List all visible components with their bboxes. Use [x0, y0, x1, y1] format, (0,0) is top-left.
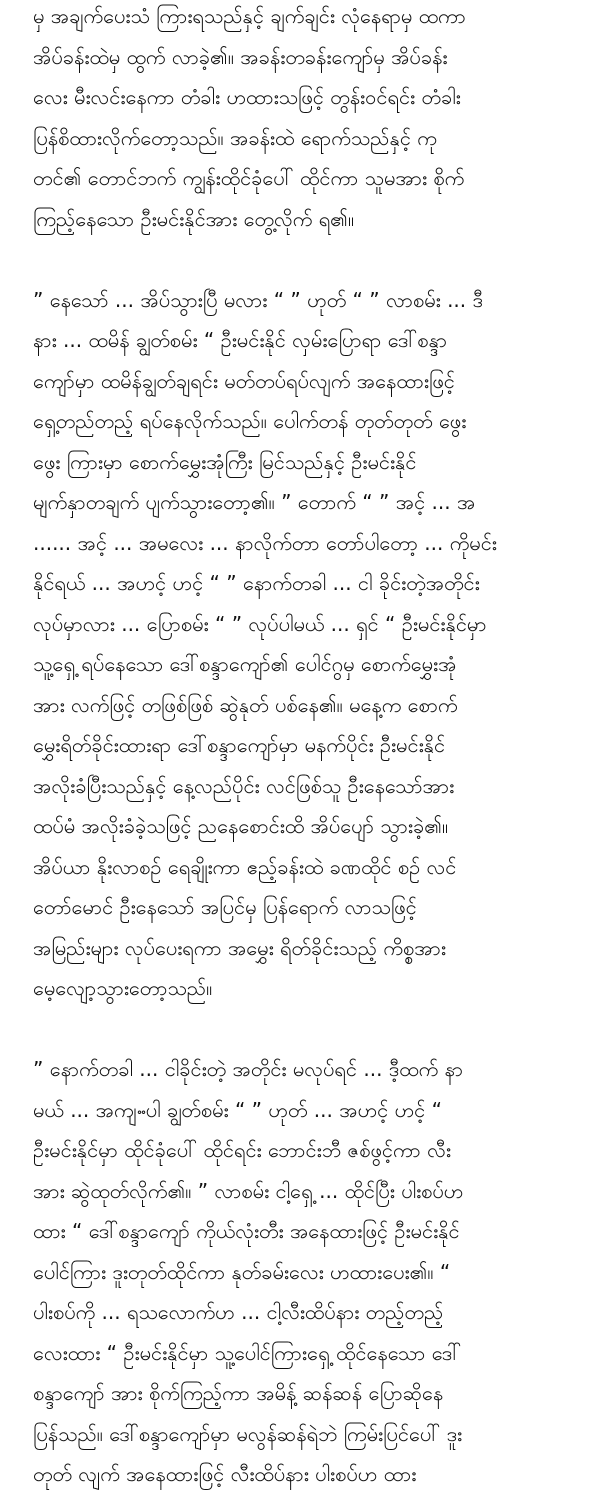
text-line: ကျော်မှာ ထမိန်ချွတ်ချရင်း မတ်တပ်ရပ်လျက် အနေထားဖြင့်	[33, 368, 455, 393]
text-line: ပါးစပ်ကို ... ရသလောက်ဟ ... ငါ့လီးထိပ်နား တည့်တည့်	[33, 1300, 444, 1324]
text-line: အား ဆွဲထုတ်လိုက်၏။ ” လာစမ်း ငါ့ရှေ့ ... ထိုင်ပြီး ပါးစပ်ဟ	[33, 1178, 464, 1203]
text-line: ” နေသော် ... အိပ်သွားပြီ မလား “ ” ဟုတ် “ ” လာစမ်း ... ဒီ	[33, 287, 483, 312]
text-line: အလိုးခံပြီးသည်နှင့် နေ့လည်ပိုင်း လင်ဖြစ်သူ ဦးနေသော်အား	[33, 773, 455, 798]
text-line: နိုင်ရယ် ... အဟင့် ဟင့် “ ” နောက်တခါ ... ငါ ခိုင်းတဲ့အတိုင်း	[33, 571, 480, 595]
text-line: ” နောက်တခါ ... ငါခိုင်းတဲ့ အတိုင်း မလုပ်ရင် ... ဒီ့ထက် နာ	[33, 1057, 464, 1081]
text-line: အမြည်းများ လုပ်ပေးရကာ အမွှေး ရိတ်ခိုင်းသည့် ကိစ္စအား	[33, 935, 446, 960]
text-line: ပေါင်ကြား ဒူးတုတ်ထိုင်ကာ နုတ်ခမ်းလေး ဟထားပေး၏။ “	[33, 1259, 451, 1284]
text-line: ရှေ့တည်တည့် ရပ်နေလိုက်သည်။ ပေါက်တန် တုတ်တုတ် ဖွေး	[33, 409, 467, 433]
text-line: ...... အင့် ... အမလေး ... နာလိုက်တာ တော်ပါတော့ ... ကိုမင်း	[33, 530, 497, 555]
text-line: ပြန်စိထားလိုက်တော့သည်။ အခန်းထဲ ရောက်သည်နှင့် ကု	[33, 125, 437, 150]
text-line: စန္ဒာကျော် အား စိုက်ကြည့်ကာ အမိန့် ဆန်ဆန် ပြောဆိုနေ	[33, 1381, 444, 1405]
text-line: လေး မီးလင်းနေကာ တံခါး ဟထားသဖြင့် တွန်းဝင်ရင်း တံခါး	[33, 85, 461, 109]
text-line: ဖွေး ကြားမှာ စောက်မွှေးအုံကြီး မြင်သည်နှင့် ဦးမင်းနိုင်	[33, 449, 417, 474]
text-line: အား လက်ဖြင့် တဖြစ်ဖြစ် ဆွဲနုတ် ပစ်နေ၏။ မနေ့က စောက်	[33, 692, 458, 717]
text-line: ထား “ ဒေါ်စန္ဒာကျော် ကိုယ်လုံးတီး အနေထားဖြင့် ဦးမင်းနိုင်	[33, 1219, 460, 1243]
text-line: ထပ်မံ အလိုးခံခဲ့သဖြင့် ညနေစောင်းထိ အိပ်ပျော် သွားခဲ့၏။	[33, 814, 449, 838]
story-text	[33, 0, 578, 1495]
text-line: မှ အချက်ပေးသံ ကြားရသည်နှင့် ချက်ချင်း လုံနေရာမှ ထကာ	[33, 4, 466, 28]
text-line: တင်၏ တောင်ဘက် ကျွန်းထိုင်ခုံပေါ် ထိုင်ကာ သူမအား စိုက်	[33, 166, 465, 190]
text-line: လုပ်မှာလား ... ပြောစမ်း “ ” လုပ်ပါမယ် ... ရှင် “ ဦးမင်းနိုင်မှာ	[33, 611, 487, 636]
paragraph-gap	[33, 239, 578, 280]
text-line: သူ့ရှေ့ ရပ်နေသော ဒေါ်စန္ဒာကျော်၏ ပေါင်ဂွမှ စောက်မွှေးအုံ	[33, 652, 457, 676]
text-line: အိပ်ယာ နိုးလာစဉ် ရေချိုးကာ ဧည့်ခန်းထဲ ခဏထိုင် စဉ် လင်	[33, 854, 457, 879]
paragraph-1	[33, 0, 578, 239]
text-line: ပြန်သည်။ ဒေါ်စန္ဒာကျော်မှာ မလွန်ဆန်ရဲဘဲ ကြမ်းပြင်ပေါ် ဒူး	[33, 1421, 463, 1446]
text-line: လေးထား “ ဦးမင်းနိုင်မှာ သူ့ပေါင်ကြားရှေ့ ထိုင်နေသော ဒေါ်	[33, 1340, 462, 1365]
text-line: ကြည့်နေသော ဦးမင်းနိုင်အား တွေ့လိုက် ရ၏။	[33, 206, 355, 231]
text-line: မျက်နှာတချက် ပျက်သွားတော့၏။ ” တောက် “ ” အင့် ... အ	[33, 490, 476, 514]
paragraph-3	[33, 1049, 578, 1495]
text-line: နား ... ထမိန် ချွတ်စမ်း “ ဦးမင်းနိုင် လှမ်းပြောရာ ဒေါ်စန္ဒာ	[33, 328, 448, 352]
text-line: ဦးမင်းနိုင်မှာ ထိုင်ခုံပေါ် ထိုင်ရင်း ဘောင်းဘီ ဇစ်ဖွင့်ကာ လီး	[33, 1138, 451, 1162]
text-line: မေ့လျော့သွားတော့သည်။	[33, 976, 213, 1000]
text-line: တုတ် လျက် အနေထားဖြင့် လီးထိပ်နား ပါးစပ်ဟ ထား	[33, 1462, 417, 1486]
text-line: အိပ်ခန်းထဲမှ ထွက် လာခဲ့၏။ အခန်းတခန်းကျော်မှ အိပ်ခန်း	[33, 44, 448, 69]
text-line: တော်မောင် ဦးနေသော် အပြင်မှ ပြန်ရောက် လာသဖြင့်	[33, 895, 417, 919]
paragraph-2	[33, 280, 578, 1009]
paragraph-gap	[33, 1009, 578, 1050]
text-line: မယ် ... အကျႌပါ ချွတ်စမ်း “ ” ဟုတ် ... အဟင့် ဟင့် “	[33, 1097, 442, 1122]
text-line: မွှေးရိတ်ခိုင်းထားရာ ဒေါ်စန္ဒာကျော်မှာ မနက်ပိုင်း ဦးမင်းနိုင်	[33, 733, 446, 757]
